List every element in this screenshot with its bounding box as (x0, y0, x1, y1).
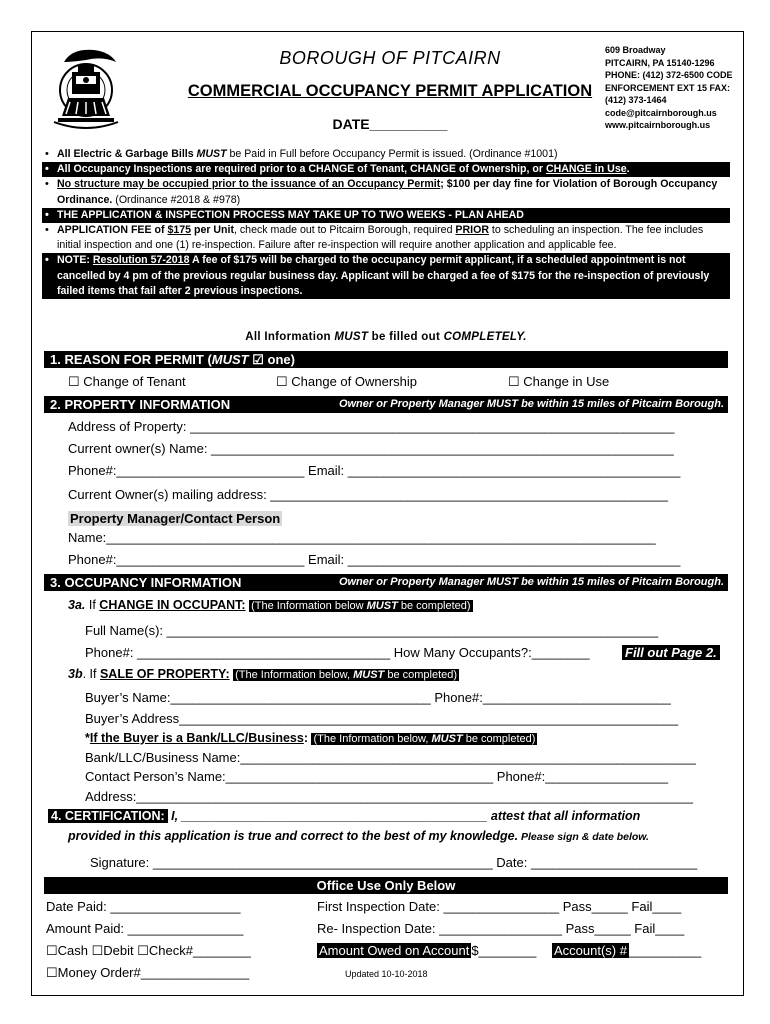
buyer-name-phone-field[interactable]: Buyer’s Name:____________________________________ Phone#:__________________________ (85, 690, 671, 705)
owner-name-field[interactable]: Current owner(s) Name: ________________________________________________________________ (68, 441, 674, 456)
accounts-field[interactable]: Account(s) # __________ (554, 943, 702, 958)
bank-buyer-heading: *If the Buyer is a Bank/LLC/Business: (The Information below, MUST be completed) (85, 731, 536, 745)
updated-date: Updated 10-10-2018 (345, 969, 428, 979)
notice-bills: • All Electric & Garbage Bills MUST be Paid in Full before Occupancy Permit is issued. (Ordinance #1001) (42, 147, 730, 162)
property-manager-label: Property Manager/Contact Person (70, 511, 281, 526)
notice-fee: • APPLICATION FEE of $175 per Unit, check made out to Pitcairn Borough, required PRIOR to scheduling an inspection. The fee includes initial inspection and one (1) re-inspection. Failure after re-inspection will require another application and applicable fee. (42, 223, 730, 253)
distance-note: Owner or Property Manager MUST be within 15 miles of Pitcairn Borough. (338, 576, 724, 588)
date-paid-field[interactable]: Date Paid: __________________ (46, 899, 241, 914)
re-inspection-field[interactable]: Re- Inspection Date: _________________ Pass_____ Fail____ (317, 921, 685, 936)
contact-person-field[interactable]: Contact Person’s Name:_____________________________________ Phone#:_________________ (85, 769, 669, 784)
borough-address (605, 44, 733, 132)
fill-page-2-note: Fill out Page 2. (622, 645, 720, 660)
notice-resolution: • NOTE: Resolution 57-2018 A fee of $175 will be charged to the occupancy permit applicant, if a scheduled appointment is not cancelled by 4 pm of the previous regular business day. Applicant will be charged a fee of $175 for the re-inspection of previously failed items that fail after 2 previous inspections. (42, 253, 730, 299)
certification-line[interactable]: 4. CERTIFICATION: I, ____________________________________________ attest that all information (48, 809, 640, 823)
notice-occupancy: • No structure may be occupied prior to the issuance of an Occupancy Permit; $100 per day fine for Violation of Borough Occupancy Ordinance. (Ordinance #2018 & #978) (42, 177, 730, 207)
checkbox-change-ownership[interactable]: ☐ Change of Ownership (276, 374, 418, 389)
payment-method-checkboxes[interactable]: ☐Cash ☐Debit ☐Check#________ (46, 943, 251, 958)
address-line: 609 Broadway (605, 45, 666, 55)
amount-paid-field[interactable]: Amount Paid: ________________ (46, 921, 244, 936)
address-email[interactable]: code@pitcairnborough.us (605, 107, 717, 118)
change-occupant-heading: 3a. If CHANGE IN OCCUPANT: (The Information below MUST be completed) (68, 598, 471, 612)
buyer-address-field[interactable]: Buyer’s Address_____________________________________________________________________ (85, 711, 679, 726)
address-line: (412) 373-1464 (605, 95, 667, 105)
address-line: PITCAIRN, PA 15140-1296 (605, 57, 715, 68)
checkbox-change-tenant[interactable]: ☐ Change of Tenant (68, 374, 186, 389)
owner-phone-email-field[interactable]: Phone#:__________________________ Email: ______________________________________________ (68, 463, 681, 478)
office-use-header: Office Use Only Below (44, 877, 728, 894)
distance-note: Owner or Property Manager MUST be within 15 miles of Pitcairn Borough. (338, 398, 724, 410)
address-line: PHONE: (412) 372-6500 CODE (605, 70, 733, 80)
signature-date-field[interactable]: Signature: _______________________________________________ Date: _______________________ (90, 855, 698, 870)
bank-name-field[interactable]: Bank/LLC/Business Name:_______________________________________________________________ (85, 750, 696, 765)
bank-address-field[interactable]: Address:_____________________________________________________________________________ (85, 789, 694, 804)
property-address-field[interactable]: Address of Property: ___________________________________________________________________ (68, 419, 675, 434)
address-line: ENFORCEMENT EXT 15 FAX: (605, 82, 731, 93)
certification-statement: provided in this application is true and correct to the best of my knowledge. Please sign & date below. (68, 829, 649, 843)
manager-name-field[interactable]: Name:____________________________________________________________________________ (68, 530, 656, 545)
notice-list (42, 147, 730, 299)
all-info-note: All Information MUST be filled out COMPLETELY. (245, 331, 527, 343)
notice-inspections: • All Occupancy Inspections are required prior to a CHANGE of Tenant, CHANGE of Ownership, or CHANGE in Use. (42, 162, 730, 177)
sale-property-heading: 3b. If SALE OF PROPERTY: (The Information below, MUST be completed) (68, 667, 458, 681)
owner-mailing-field[interactable]: Current Owner(s) mailing address: _______________________________________________________ (68, 487, 668, 502)
notice-two-weeks: • THE APPLICATION & INSPECTION PROCESS MAY TAKE UP TO TWO WEEKS - PLAN AHEAD (42, 208, 730, 223)
section-property-header: 2. PROPERTY INFORMATION Owner or Property Manager MUST be within 15 miles of Pitcairn Borough. (44, 396, 728, 413)
section-reason-header: 1. REASON FOR PERMIT (MUST ☑ one) (44, 351, 728, 368)
date-field[interactable]: DATE__________ (332, 116, 448, 132)
money-order-field[interactable]: ☐Money Order#_______________ (46, 965, 250, 980)
occupant-phone-count-field[interactable]: Phone#: ___________________________________ How Many Occupants?:________ (85, 645, 590, 660)
borough-name: BOROUGH OF PITCAIRN (279, 48, 501, 68)
page-title: COMMERCIAL OCCUPANCY PERMIT APPLICATION (187, 82, 593, 100)
first-inspection-field[interactable]: First Inspection Date: ________________ Pass_____ Fail____ (317, 899, 682, 914)
address-website[interactable]: www.pitcairnborough.us (605, 120, 711, 130)
locomotive-logo-icon (50, 42, 122, 132)
amount-owed-field[interactable]: Amount Owed on Account $________ (319, 943, 537, 958)
checkbox-change-use[interactable]: ☐ Change in Use (508, 374, 610, 389)
full-names-field[interactable]: Full Name(s): ____________________________________________________________________ (85, 623, 659, 638)
section-occupancy-header: 3. OCCUPANCY INFORMATION Owner or Property Manager MUST be within 15 miles of Pitcairn Borough. (44, 574, 728, 591)
manager-phone-email-field[interactable]: Phone#:__________________________ Email: ______________________________________________ (68, 552, 681, 567)
